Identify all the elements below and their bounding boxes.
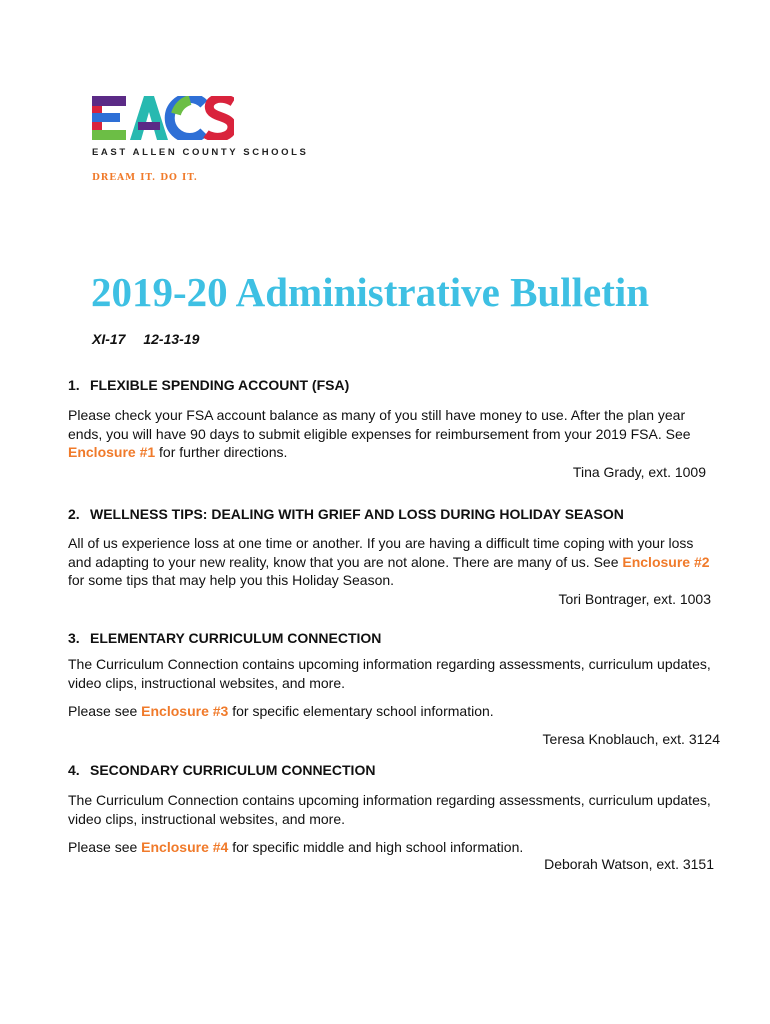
item-title: ELEMENTARY CURRICULUM CONNECTION [90, 630, 382, 646]
body-text: for further directions. [155, 444, 288, 460]
enclosure-link[interactable]: Enclosure #4 [141, 839, 229, 855]
item-number: 1. [68, 377, 80, 393]
enclosure-link[interactable]: Enclosure #2 [622, 553, 710, 570]
enclosure-link[interactable]: Enclosure #3 [141, 703, 229, 719]
item-heading [68, 762, 375, 778]
item-body: The Curriculum Connection contains upcoming information regarding assessments, curriculum updates, video clips, instructional websites, and more. [68, 656, 711, 691]
bulletin-title: 2019-20 Administrative Bulletin [91, 269, 650, 315]
item-body [68, 406, 718, 462]
body-text: for specific elementary school information. [228, 703, 494, 719]
slogan: DREAM IT. DO IT. [92, 173, 198, 183]
body-text: for some tips that may help you this Holiday Season. [68, 572, 395, 588]
body-text: All of us experience loss at one time or another. If you are having a difficult time coping with your loss and adapting to your new reality, know that you are not alone. There are many of us. See [68, 535, 694, 570]
item-body: The Curriculum Connection contains upcoming information regarding assessments, curriculum updates, video clips, instructional websites, and more. [68, 792, 711, 827]
issue-date: 12-13-19 [143, 331, 200, 347]
item-body [68, 838, 718, 857]
body-text: for specific middle and high school information. [228, 839, 524, 855]
eacs-logo [92, 96, 234, 140]
item-heading [68, 377, 349, 393]
contact: Teresa Knoblauch, ext. 3124 [542, 731, 720, 747]
issue-number: XI-17 [92, 331, 126, 347]
body-text: Please check your FSA account balance as many of you still have money to use. After the plan year ends, you will have 90 days to submit eligible expenses for reimbursement from your 2019 FSA. See [68, 407, 691, 442]
item-number: 3. [68, 630, 80, 646]
body-text: Please see [68, 839, 142, 855]
contact: Tori Bontrager, ext. 1003 [558, 591, 711, 607]
item-title: SECONDARY CURRICULUM CONNECTION [90, 762, 376, 778]
item-heading [68, 630, 381, 646]
body-text: Please see [68, 703, 142, 719]
item-title: FLEXIBLE SPENDING ACCOUNT (FSA) [90, 377, 350, 393]
district-name: EAST ALLEN COUNTY SCHOOLS [92, 147, 309, 158]
item-body [68, 702, 718, 721]
contact: Tina Grady, ext. 1009 [572, 464, 706, 480]
item-body [68, 534, 718, 590]
item-heading [68, 506, 624, 522]
item-number: 4. [68, 762, 80, 778]
item-title: WELLNESS TIPS: DEALING WITH GRIEF AND LOSS DURING HOLIDAY SEASON [90, 506, 624, 522]
issue-line [92, 331, 199, 347]
eacs-logo-letters [92, 96, 234, 140]
enclosure-link[interactable]: Enclosure #1 [68, 444, 156, 460]
item-number: 2. [68, 506, 80, 522]
contact: Deborah Watson, ext. 3151 [544, 856, 714, 872]
